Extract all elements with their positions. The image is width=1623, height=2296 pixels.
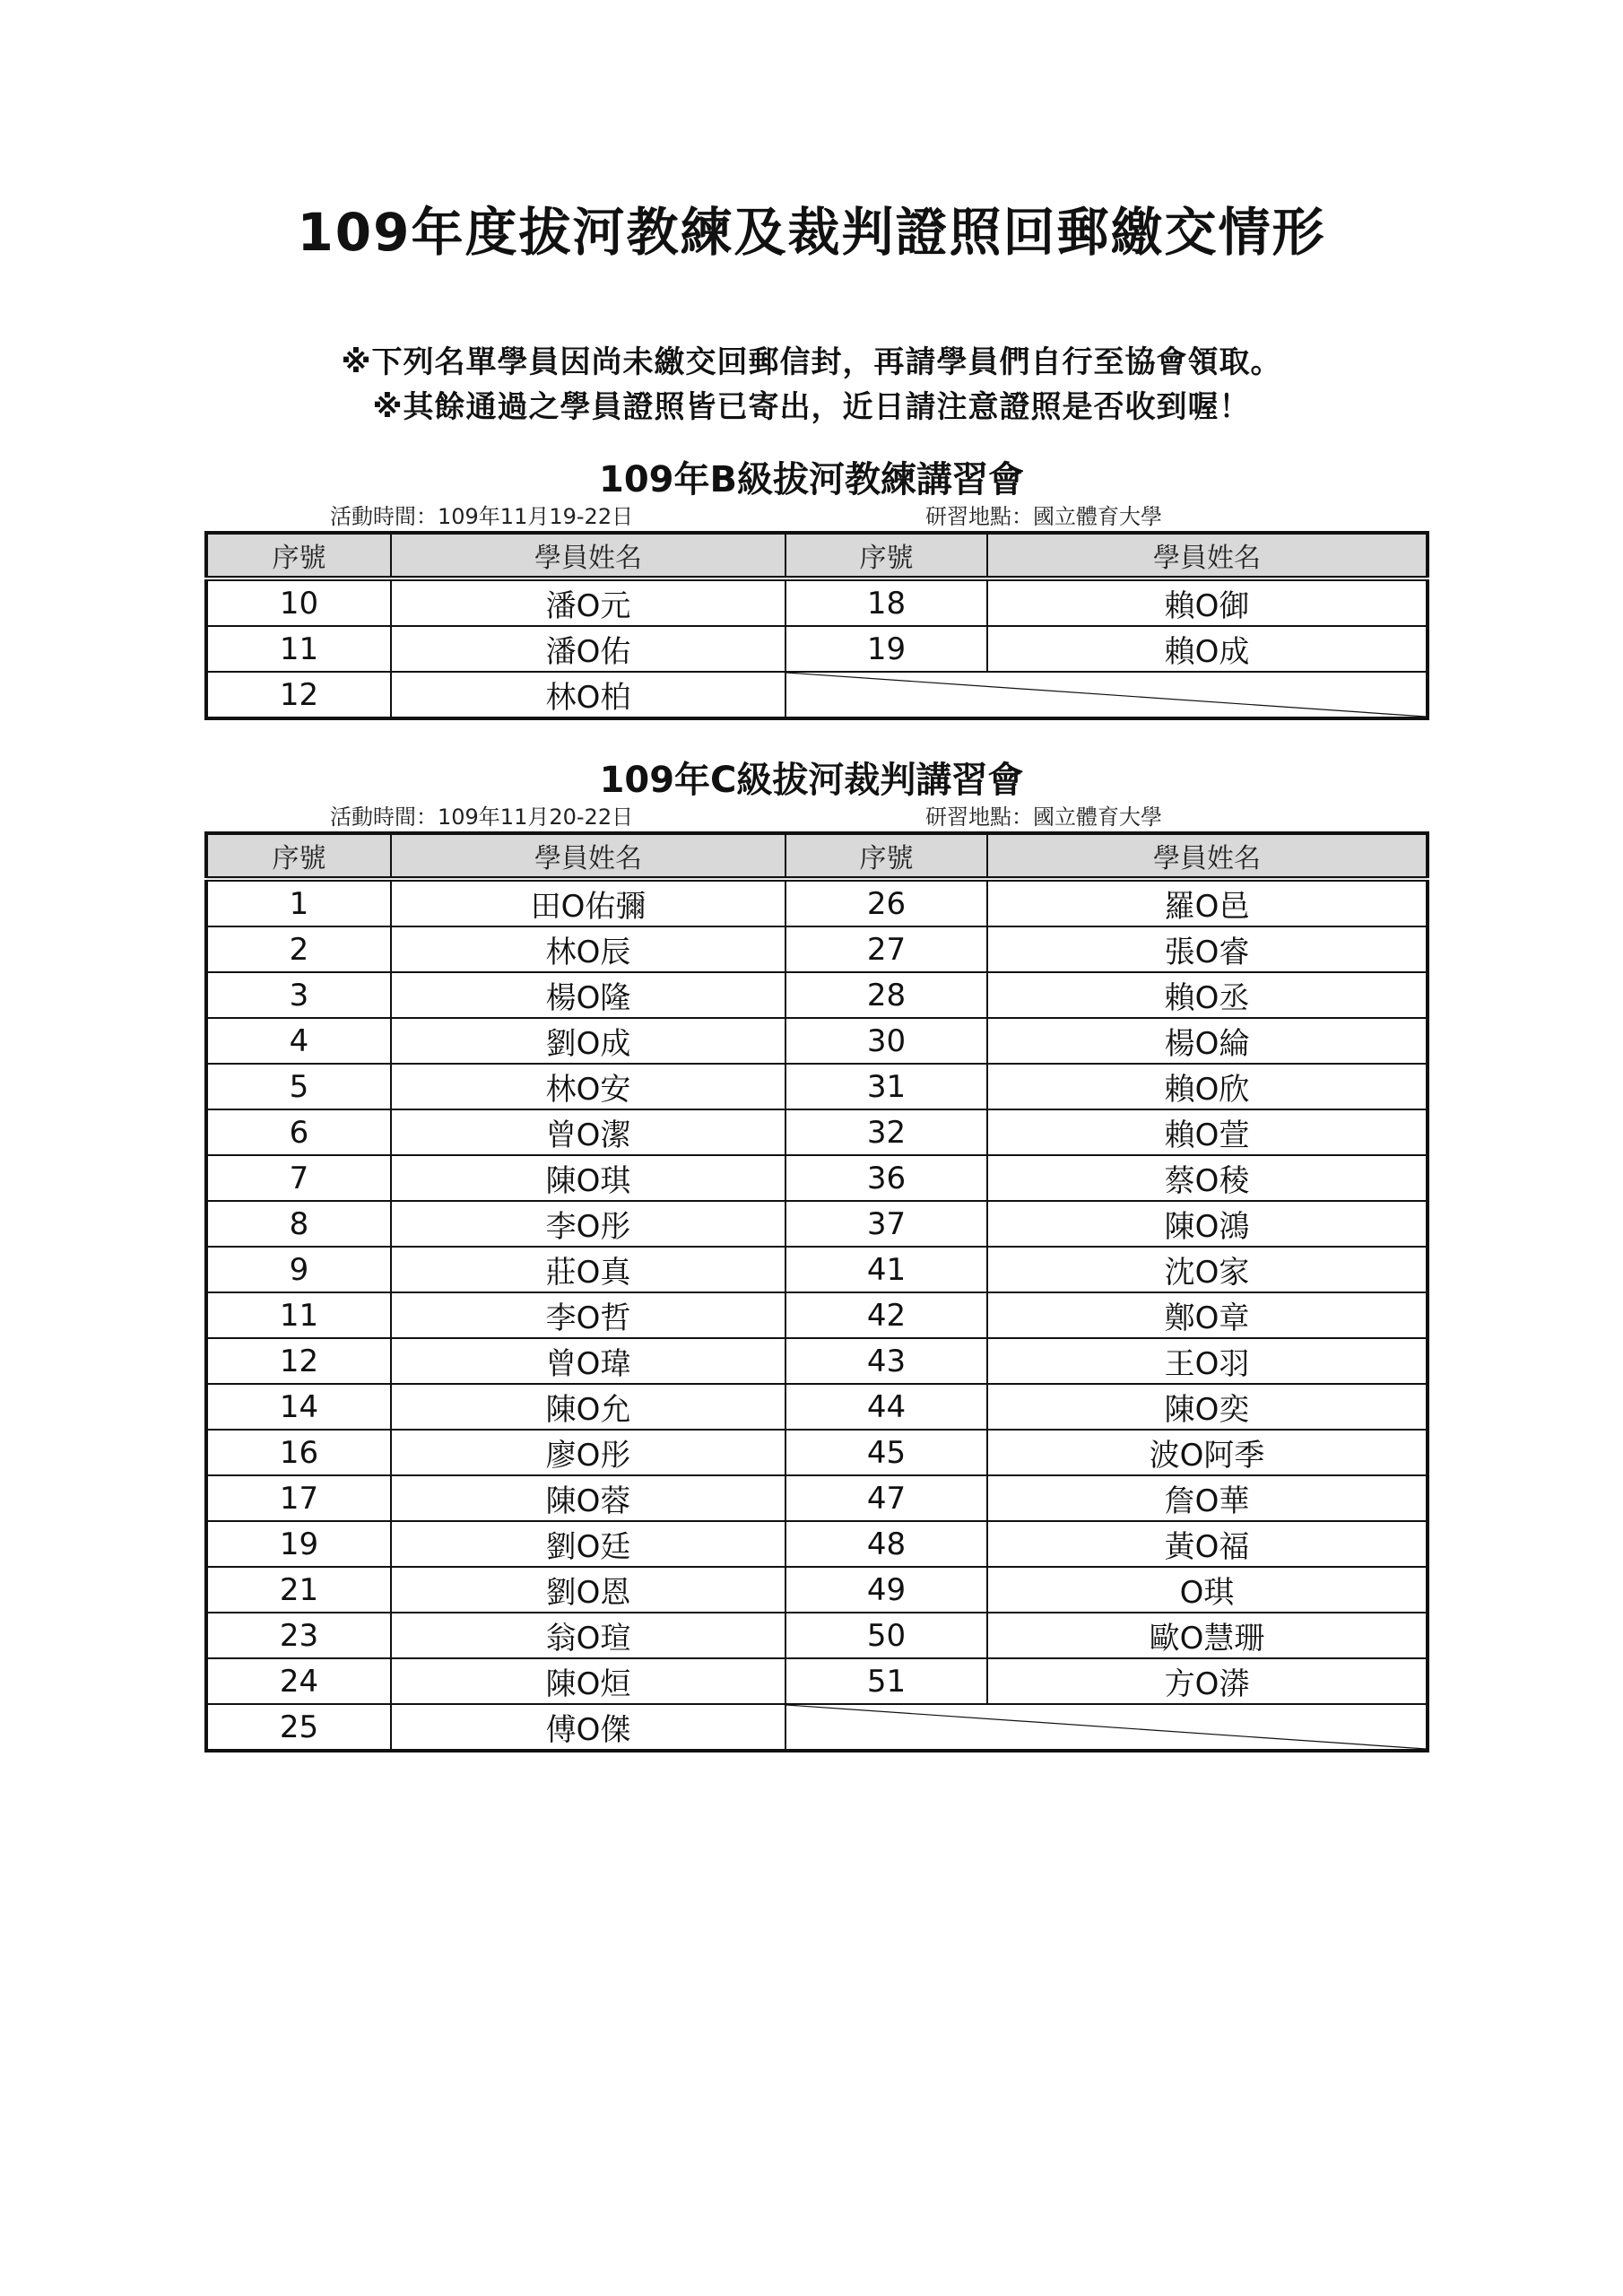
student-name-cell: O琪 [987, 1567, 1428, 1613]
table-row [206, 578, 1428, 626]
student-name-cell: 楊O綸 [987, 1018, 1428, 1064]
page-title: 109年度拔河教練及裁判證照回郵繳交情形 [297, 202, 1326, 263]
seq-number-cell: 8 [206, 1201, 391, 1247]
table-row [206, 1384, 1428, 1430]
table-row [206, 1155, 1428, 1201]
student-name-cell: 陳O允 [391, 1384, 785, 1430]
seq-number-cell: 2 [206, 926, 391, 972]
table-row [206, 1475, 1428, 1521]
seq-number-cell: 27 [785, 926, 987, 972]
student-name-cell: 潘O佑 [391, 626, 785, 672]
student-name-cell: 方O漭 [987, 1658, 1428, 1704]
table-row [206, 1292, 1428, 1338]
student-name-cell: 曾O瑋 [391, 1338, 785, 1384]
table-header-row [206, 833, 1428, 879]
seq-number-cell: 41 [785, 1247, 987, 1292]
student-name-cell: 曾O潔 [391, 1109, 785, 1155]
student-name-cell: 翁O瑄 [391, 1613, 785, 1658]
table-row [206, 926, 1428, 972]
seq-number-cell: 30 [785, 1018, 987, 1064]
table-row [206, 1109, 1428, 1155]
seq-number-cell: 25 [206, 1704, 391, 1751]
student-name-cell: 羅O邑 [987, 879, 1428, 926]
student-name-cell: 莊O真 [391, 1247, 785, 1292]
seq-number-cell: 1 [206, 879, 391, 926]
header-seq: 序號 [206, 833, 391, 879]
student-name-cell: 劉O恩 [391, 1567, 785, 1613]
notice-mailed: ※其餘通過之學員證照皆已寄出，近日請注意證照是否收到喔！ [372, 389, 1251, 425]
student-name-cell: 劉O成 [391, 1018, 785, 1064]
seq-number-cell: 48 [785, 1521, 987, 1567]
seq-number-cell: 37 [785, 1201, 987, 1247]
seq-number-cell: 14 [206, 1384, 391, 1430]
table-row [206, 626, 1428, 672]
seq-number-cell: 19 [206, 1521, 391, 1567]
seq-number-cell: 11 [206, 626, 391, 672]
seq-number-cell: 32 [785, 1109, 987, 1155]
header-name: 學員姓名 [987, 833, 1428, 879]
header-name: 學員姓名 [391, 833, 785, 879]
student-name-cell: 賴O丞 [987, 972, 1428, 1018]
student-name-cell: 潘O元 [391, 578, 785, 626]
seq-number-cell: 19 [785, 626, 987, 672]
notice-uncollected: ※下列名單學員因尚未繳交回郵信封，再請學員們自行至協會領取。 [341, 344, 1282, 380]
student-name-cell: 陳O鴻 [987, 1201, 1428, 1247]
seq-number-cell: 36 [785, 1155, 987, 1201]
empty-cell-slash [785, 672, 1428, 718]
student-name-cell: 蔡O稜 [987, 1155, 1428, 1201]
seq-number-cell: 31 [785, 1064, 987, 1109]
event-time-b: 活動時間：109年11月19-22日 [330, 504, 634, 529]
student-name-cell: 傅O傑 [391, 1704, 785, 1751]
student-name-cell: 賴O成 [987, 626, 1428, 672]
student-name-cell: 沈O家 [987, 1247, 1428, 1292]
seq-number-cell: 12 [206, 1338, 391, 1384]
seq-number-cell: 16 [206, 1430, 391, 1475]
student-name-cell: 廖O彤 [391, 1430, 785, 1475]
table-row [206, 1567, 1428, 1613]
student-name-cell: 王O羽 [987, 1338, 1428, 1384]
student-name-cell: 劉O廷 [391, 1521, 785, 1567]
student-name-cell: 黃O福 [987, 1521, 1428, 1567]
seq-number-cell: 51 [785, 1658, 987, 1704]
student-name-cell: 陳O蓉 [391, 1475, 785, 1521]
student-name-cell: 賴O欣 [987, 1064, 1428, 1109]
table-row [206, 1247, 1428, 1292]
seq-number-cell: 24 [206, 1658, 391, 1704]
seq-number-cell: 21 [206, 1567, 391, 1613]
header-seq: 序號 [785, 533, 987, 578]
roster-table-b [204, 531, 1429, 720]
student-name-cell: 陳O奕 [987, 1384, 1428, 1430]
event-location-b: 研習地點：國立體育大學 [925, 504, 1162, 529]
student-name-cell: 賴O御 [987, 578, 1428, 626]
table-row [206, 1064, 1428, 1109]
seq-number-cell: 5 [206, 1064, 391, 1109]
seq-number-cell: 9 [206, 1247, 391, 1292]
student-name-cell: 楊O隆 [391, 972, 785, 1018]
seq-number-cell: 6 [206, 1109, 391, 1155]
student-name-cell: 陳O烜 [391, 1658, 785, 1704]
seq-number-cell: 12 [206, 672, 391, 718]
student-name-cell: 張O睿 [987, 926, 1428, 972]
student-name-cell: 李O哲 [391, 1292, 785, 1338]
student-name-cell: 陳O琪 [391, 1155, 785, 1201]
table-row [206, 1430, 1428, 1475]
seq-number-cell: 45 [785, 1430, 987, 1475]
table-row [206, 1704, 1428, 1751]
seq-number-cell: 44 [785, 1384, 987, 1430]
empty-cell-slash [785, 1704, 1428, 1751]
seq-number-cell: 17 [206, 1475, 391, 1521]
seq-number-cell: 50 [785, 1613, 987, 1658]
seq-number-cell: 42 [785, 1292, 987, 1338]
seq-number-cell: 11 [206, 1292, 391, 1338]
seq-number-cell: 43 [785, 1338, 987, 1384]
seq-number-cell: 18 [785, 578, 987, 626]
student-name-cell: 波O阿季 [987, 1430, 1428, 1475]
table-row [206, 1521, 1428, 1567]
seq-number-cell: 10 [206, 578, 391, 626]
table-row [206, 672, 1428, 718]
header-seq: 序號 [785, 833, 987, 879]
table-row [206, 1658, 1428, 1704]
seq-number-cell: 26 [785, 879, 987, 926]
student-name-cell: 李O彤 [391, 1201, 785, 1247]
section-title-b-coach: 109年B級拔河教練講習會 [599, 459, 1024, 500]
header-seq: 序號 [206, 533, 391, 578]
table-row [206, 879, 1428, 926]
table-row [206, 1018, 1428, 1064]
student-name-cell: 鄭O章 [987, 1292, 1428, 1338]
section-title-c-referee: 109年C級拔河裁判講習會 [599, 760, 1024, 801]
roster-table-c [204, 831, 1429, 1752]
table-row [206, 1338, 1428, 1384]
seq-number-cell: 47 [785, 1475, 987, 1521]
student-name-cell: 賴O萱 [987, 1109, 1428, 1155]
table-row [206, 1201, 1428, 1247]
event-time-c: 活動時間：109年11月20-22日 [330, 804, 634, 830]
student-name-cell: 詹O華 [987, 1475, 1428, 1521]
student-name-cell: 田O佑彌 [391, 879, 785, 926]
seq-number-cell: 3 [206, 972, 391, 1018]
seq-number-cell: 7 [206, 1155, 391, 1201]
header-name: 學員姓名 [987, 533, 1428, 578]
table-row [206, 972, 1428, 1018]
seq-number-cell: 49 [785, 1567, 987, 1613]
seq-number-cell: 28 [785, 972, 987, 1018]
table-header-row [206, 533, 1428, 578]
student-name-cell: 林O辰 [391, 926, 785, 972]
event-location-c: 研習地點：國立體育大學 [925, 804, 1162, 830]
seq-number-cell: 4 [206, 1018, 391, 1064]
seq-number-cell: 23 [206, 1613, 391, 1658]
table-row [206, 1613, 1428, 1658]
student-name-cell: 歐O慧珊 [987, 1613, 1428, 1658]
student-name-cell: 林O柏 [391, 672, 785, 718]
student-name-cell: 林O安 [391, 1064, 785, 1109]
header-name: 學員姓名 [391, 533, 785, 578]
